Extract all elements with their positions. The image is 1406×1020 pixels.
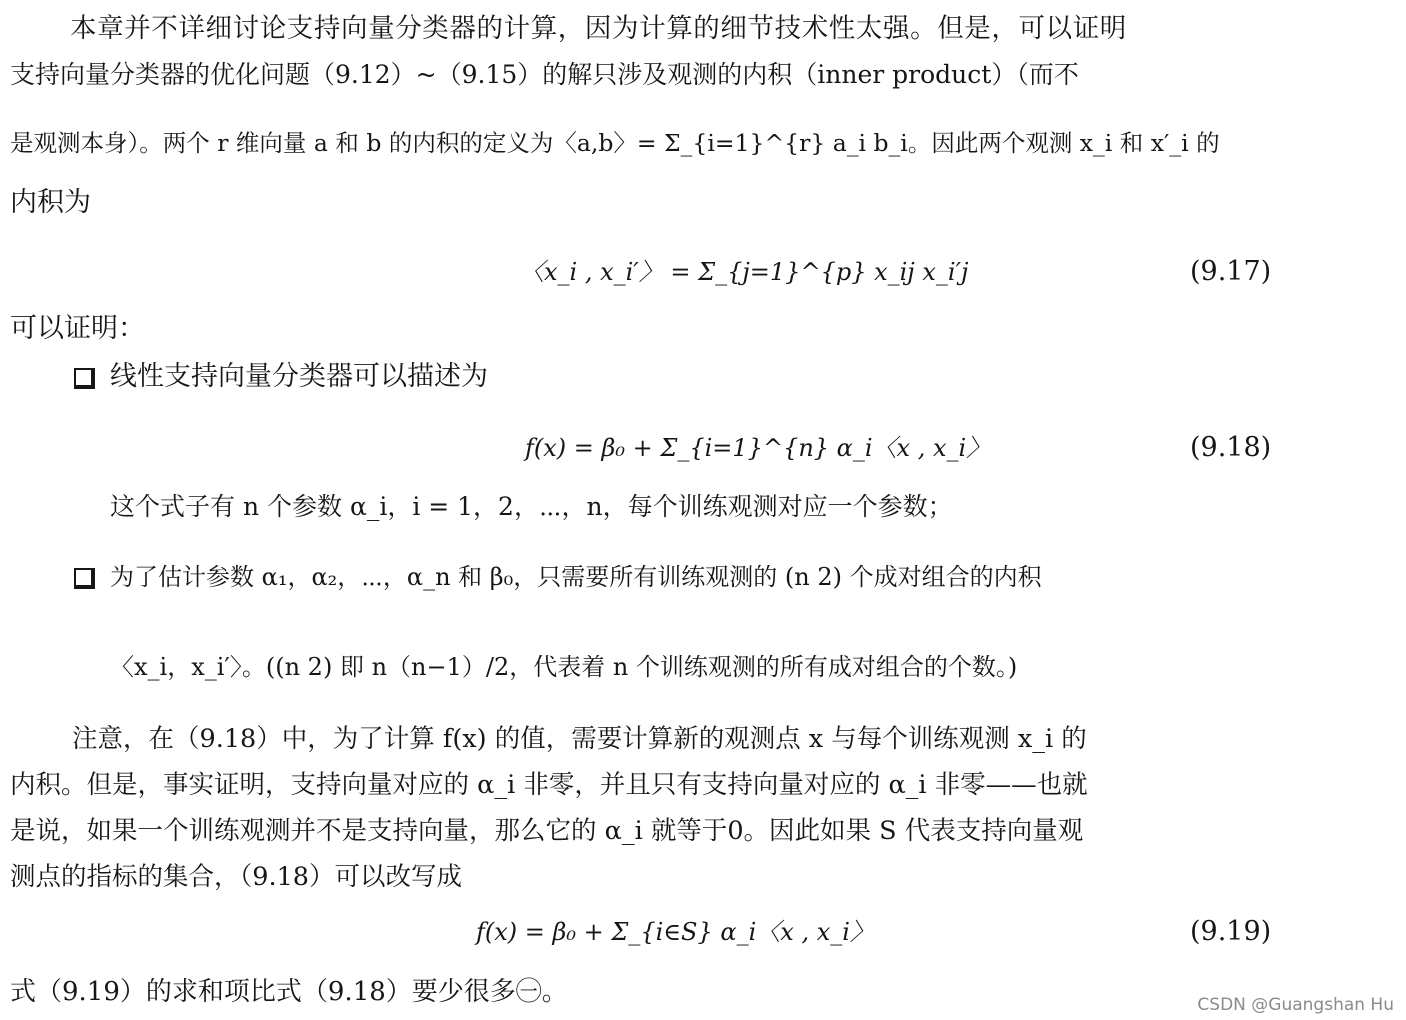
equation-number-9-18: (9.18) xyxy=(1190,432,1272,463)
checkbox-bullet-icon xyxy=(74,368,95,389)
equation-9-19: f(x) = β₀ + Σ_{i∈S} α_i〈x , x_i〉 xyxy=(476,918,874,946)
paragraph2-line2: 内积。但是，事实证明，支持向量对应的 α_i 非零，并且只有支持向量对应的 α_i 非零——也就 xyxy=(10,770,1088,800)
bullet1-note: 这个式子有 n 个参数 α_i，i = 1，2，⋯，n，每个训练观测对应一个参数； xyxy=(110,492,953,521)
bullet2-line1: 为了估计参数 α₁，α₂，⋯，α_n 和 β₀，只需要所有训练观测的 (n 2) 个成对组合的内积 xyxy=(110,563,1042,591)
paragraph2-line1: 注意，在（9.18）中，为了计算 f(x) 的值，需要计算新的观测点 x 与每个训练观测 x_i 的 xyxy=(72,724,1087,754)
paragraph1-line1: 本章并不详细讨论支持向量分类器的计算，因为计算的细节技术性太强。但是，可以证明 xyxy=(70,13,1127,44)
equation-9-17: 〈x_i , x_i′〉 = Σ_{j=1}^{p} x_ij x_i′j xyxy=(520,258,969,286)
checkbox-bullet-icon xyxy=(74,568,95,589)
equation-9-18: f(x) = β₀ + Σ_{i=1}^{n} α_i〈x , x_i〉 xyxy=(525,434,991,462)
bullet1-text: 线性支持向量分类器可以描述为 xyxy=(110,361,488,392)
equation-number-9-17: (9.17) xyxy=(1190,256,1272,287)
paragraph2-line4: 测点的指标的集合，（9.18）可以改写成 xyxy=(10,862,463,892)
watermark: CSDN @Guangshan Hu xyxy=(1197,995,1394,1015)
paragraph1-line4: 内积为 xyxy=(10,187,91,218)
provable-heading: 可以证明： xyxy=(10,313,145,344)
equation-number-9-19: (9.19) xyxy=(1190,916,1272,947)
paragraph2-line3: 是说，如果一个训练观测并不是支持向量，那么它的 α_i 就等于0。因此如果 S 代表支持向量观 xyxy=(10,816,1084,846)
paragraph1-line2: 支持向量分类器的优化问题（9.12）~（9.15）的解只涉及观测的内积（inner product）（而不 xyxy=(10,60,1079,89)
closing-sentence: 式（9.19）的求和项比式（9.18）要少很多㊀。 xyxy=(10,977,568,1007)
bullet2-line2: 〈x_i，x_i′〉。((n 2) 即 n（n−1）/2，代表着 n 个训练观测的所有成对组合的个数。) xyxy=(110,653,1018,681)
paragraph1-line3: 是观测本身）。两个 r 维向量 a 和 b 的内积的定义为〈a,b〉= Σ_{i=1}^{r} a_i b_i。因此两个观测 x_i 和 x′_i 的 xyxy=(10,129,1220,157)
